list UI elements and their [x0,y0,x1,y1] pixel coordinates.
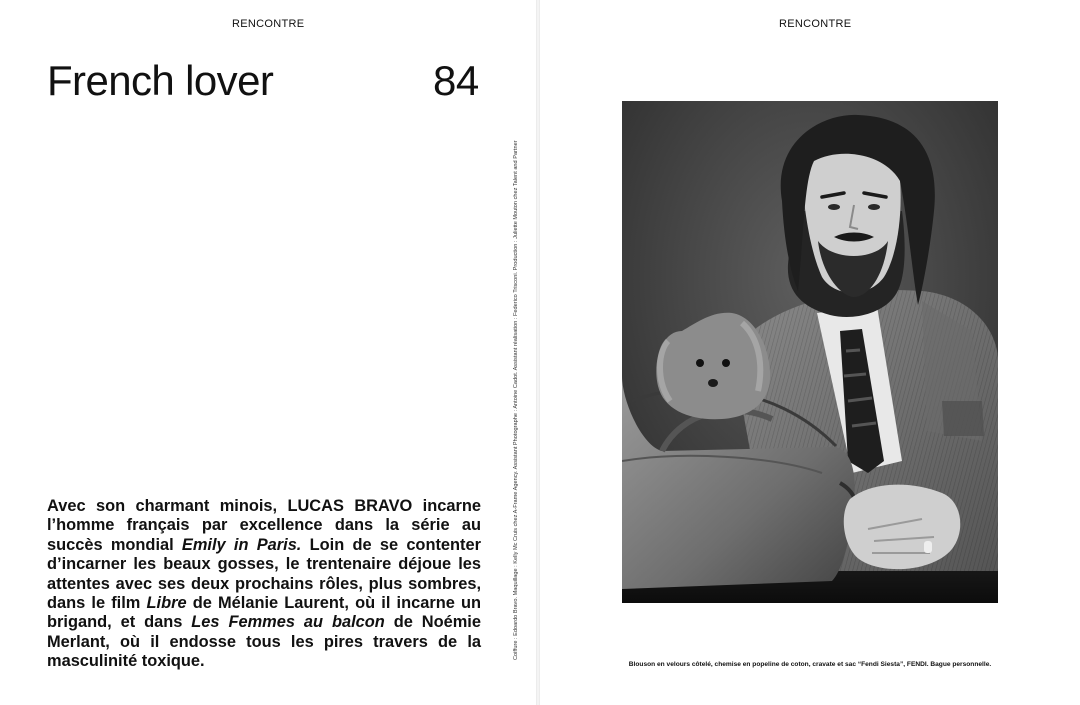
lede-text-3: de Mélanie Laurent, où il incarne un brigand, et dans [47,594,481,632]
section-label-left: RENCONTRE [232,18,305,30]
photo-credits [512,112,522,660]
lede-text-1: Avec son charmant minois, LUCAS BRAVO incarne l’homme français par excellence dans la série au succès mondial [47,497,481,554]
article-title: French lover [47,57,274,104]
portrait-illustration [622,101,998,603]
section-label-right: RENCONTRE [779,18,852,30]
photo-caption: Blouson en velours côtelé, chemise en popeline de coton, cravate et sac “Fendi Siesta”, FENDI. Bague personnelle. [628,661,992,668]
article-lede [47,497,481,672]
left-page [0,0,536,705]
portrait-photo [622,101,998,603]
right-page [540,0,1080,705]
lede-text-4: de Noémie Merlant, où il endosse tous les pires travers de la masculinité toxique. [47,613,481,671]
lede-film-title-2: Les Femmes au balcon [191,613,385,632]
photo-credits-text: Coiffure : Edoardo Bravo. Maquillage : Kelly Mc Cruis chez A-Frame Agency. Assistant Photographe : Antoine Cadot. Assistant réalisation : Federico Trisconi. Production : Juliette Mouton chez Talent and Partner [513,140,519,660]
lede-film-title-1: Libre [146,594,187,613]
lede-show-title: Emily in Paris. [181,535,302,554]
lede-text-2: Loin de se contenter d’incarner les beaux gosses, le trentenaire déjoue les attentes avec ses deux prochains rôles, plus sombres, dans le film [47,535,481,613]
page-number: 84 [433,57,479,104]
